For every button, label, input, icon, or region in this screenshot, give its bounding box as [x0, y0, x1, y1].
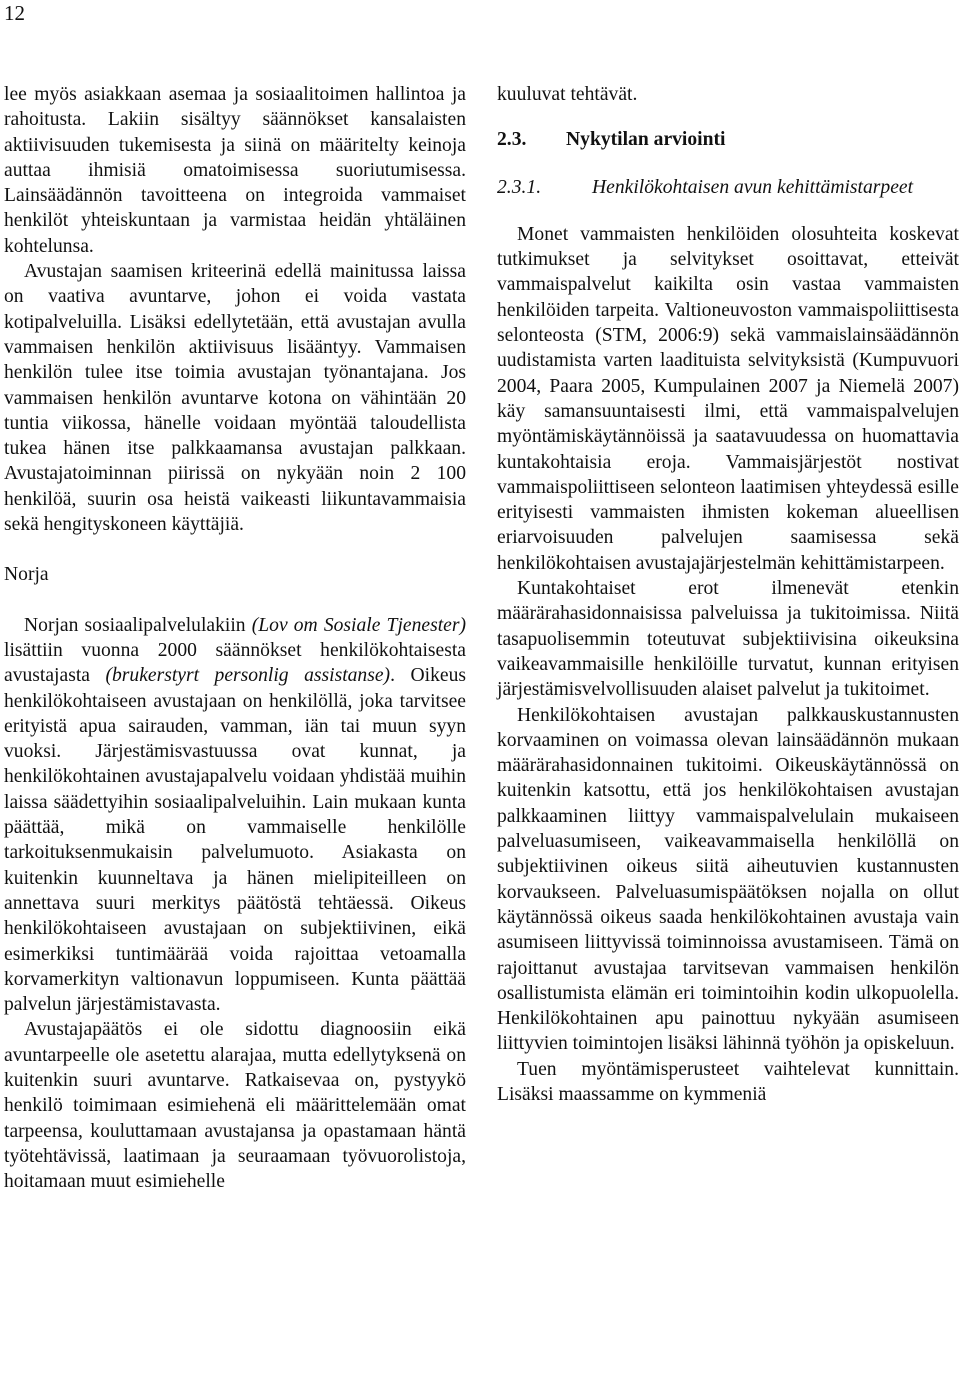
text-run: Norjan sosiaalipalvelulakiin [24, 614, 252, 636]
left-column [4, 82, 466, 1194]
paragraph: Tuen myöntämisperusteet vaihtelevat kunnittain. Lisäksi maassamme on kymmeniä [497, 1058, 959, 1105]
paragraph [4, 613, 466, 1018]
section-title: Nykytilan arviointi [566, 129, 726, 151]
section-heading [497, 127, 959, 152]
term-italic: (brukerstyrt personlig assistanse) [105, 665, 391, 687]
page-number: 12 [4, 1, 25, 25]
paragraph: kuuluvat tehtävät. [497, 84, 638, 105]
section-heading-norja: Norja [4, 564, 49, 586]
right-column [497, 82, 959, 1107]
paragraph: Avustajan saamisen kriteerinä edellä mainitussa laissa on vaativa avuntarve, johon ei voida vastata kotipalveluilla. Lisäksi edellytetään, että avustajan avulla vammaisen henkilön aktiivisuus lisääntyy. Vammaisen henkilön tulee itse toimia avustajan työnantajana. Jos vammaisen henkilön avuntarve kotona on vähintään 20 tuntia viikossa, hänelle voidaan myöntää taloudellista tukea hänen itse palkkaamansa avustajan palkkaan. Avustajatoiminnan piirissä on nykyään noin 2 100 henkilöä, suurin osa heistä vaikeasti liikuntavammaisia sekä hengityskoneen käyttäjiä. [4, 261, 466, 536]
subsection-title: Henkilökohtaisen avun kehittämistarpeet [592, 176, 914, 198]
paragraph: Avustajapäätös ei ole sidottu diagnoosiin eikä avuntarpeelle ole asetettu alarajaa, mutta edellytyksenä on kuitenkin suuri avuntarve. Ratkaisevaa on, pystyykö henkilö toimimaan esimiehenä eli määrittelemään omat tarpeensa, kouluttamaan avustajansa ja opastamaan häntä työtehtävissä, laatimaan ja seuraamaan työvuorolistoja, hoitamaan muut esimiehelle [4, 1019, 466, 1193]
subsection-heading [497, 175, 959, 200]
paragraph: Henkilökohtaisen avustajan palkkauskustannusten korvaaminen on voimassa olevan lainsäädännön mukaan määrärahasidonnainen tukitoimi. Oikeuskäytännössä on kuitenkin katsottu, että jos henkilökohtaisen avustajan palkkaaminen liittyy vammaispalvelulain mukaiseen palveluasumiseen, vaikeavammaisella henkilöllä on subjektiivinen oikeus siitä aiheutuvien kustannusten korvaukseen. Palveluasumispäätöksen nojalla on ollut käytännössä oikeus saada henkilökohtainen avustaja vain asumiseen liittyvissä toiminnoissa avustamiseen. Tämä on rajoittanut avustajaa tarvitsevan vammaisen henkilön osallistumista elämän eri toimintoihin kodin ulkopuolella. Henkilökohtainen apu painottuu nykyään asumiseen liittyvien toimintojen lisäksi lähinnä työhön ja opiskeluun. [497, 704, 959, 1055]
text-run: . Oikeus henkilökohtaiseen avustajaan on henkilöllä, joka tarvitsee erityistä apua sairauden, vamman, iän tai muun syyn vuoksi. Järjestämisvastuussa ovat kunnat, ja henkilökohtainen avustajapalvelu voidaan yhdistää muihin laissa säädettyihin sosiaalipalveluihin. Lain mukaan kunta päättää, mikä on vammaiselle henkilölle tarkoituksenmukaisin palvelumuoto. Asiakasta on kuitenkin kuunneltava ja hänen mielipiteilleen on annettava suuri merkitys päätöstä tehtäessä. Oikeus henkilökohtaiseen avustajaan on subjektiivinen, eikä esimerkiksi tuntimäärää voida rajoittaa vetoamalla korvamerkityn valtionavun loppumiseen. Kunta päättää palvelun järjestämistavasta. [4, 665, 466, 1016]
subsection-number: 2.3.1. [497, 176, 542, 198]
paragraph: Kuntakohtaiset erot ilmenevät etenkin määrärahasidonnaisissa palveluissa ja tukitoimissa. Niitä tasapuolisemmin toteutuvat subjektiivisina oikeuksina vaikeavammaisille henkilöille turvatut, kunnan erityisen järjestämisvelvollisuuden alaiset palvelut ja tukitoimet. [497, 578, 959, 701]
law-title: (Lov om Sosiale Tjenester) [251, 614, 466, 636]
paragraph: Monet vammaisten henkilöiden olosuhteita koskevat tutkimukset ja selvitykset osoittavat, etteivät vammaispalvelut kaikilta osin vastaa vammaisten henkilöiden tarpeita. Valtioneuvoston vammaispoliittisesta selonteosta (STM, 2006:9) sekä vammaislainsäädännön uudistamista varten laadituista selvityksistä (Kumpuvuori 2004, Paara 2005, Kumpulainen 2007 ja Niemelä 2007) käy samansuuntaisesti ilmi, että vammaispalvelujen myöntämiskäytännöissä ja saatavuudessa on huomattavia kuntakohtaisia eroja. Vammaisjärjestöt nostivat vammaispoliittiseen selonteon laatimisen yhteydessä esille erityisesti vammaisten ihmisten kokeman alueellisen eriarvoisuuden palvelujen saamisessa sekä henkilökohtaisen avustajajärjestelmän kehittämistarpeen. [497, 223, 959, 574]
paragraph: lee myös asiakkaan asemaa ja sosiaalitoimen hallintoa ja rahoitusta. Lakiin sisältyy säännökset kansalaisten aktiivisuuden tukemisesta ja siinä on määritelty keinoja auttaa ihmisiä omatoimisessa suoriutumisessa. Lainsäädännön tavoitteena on integroida vammaiset henkilöt yhteiskuntaan ja varmistaa heidän yhtäläinen kohtelunsa. [4, 84, 466, 257]
section-number: 2.3. [497, 129, 527, 151]
text-run: lisättiin vuonna 2000 säännökset henkilökohtaisesta avustajasta [4, 639, 466, 687]
